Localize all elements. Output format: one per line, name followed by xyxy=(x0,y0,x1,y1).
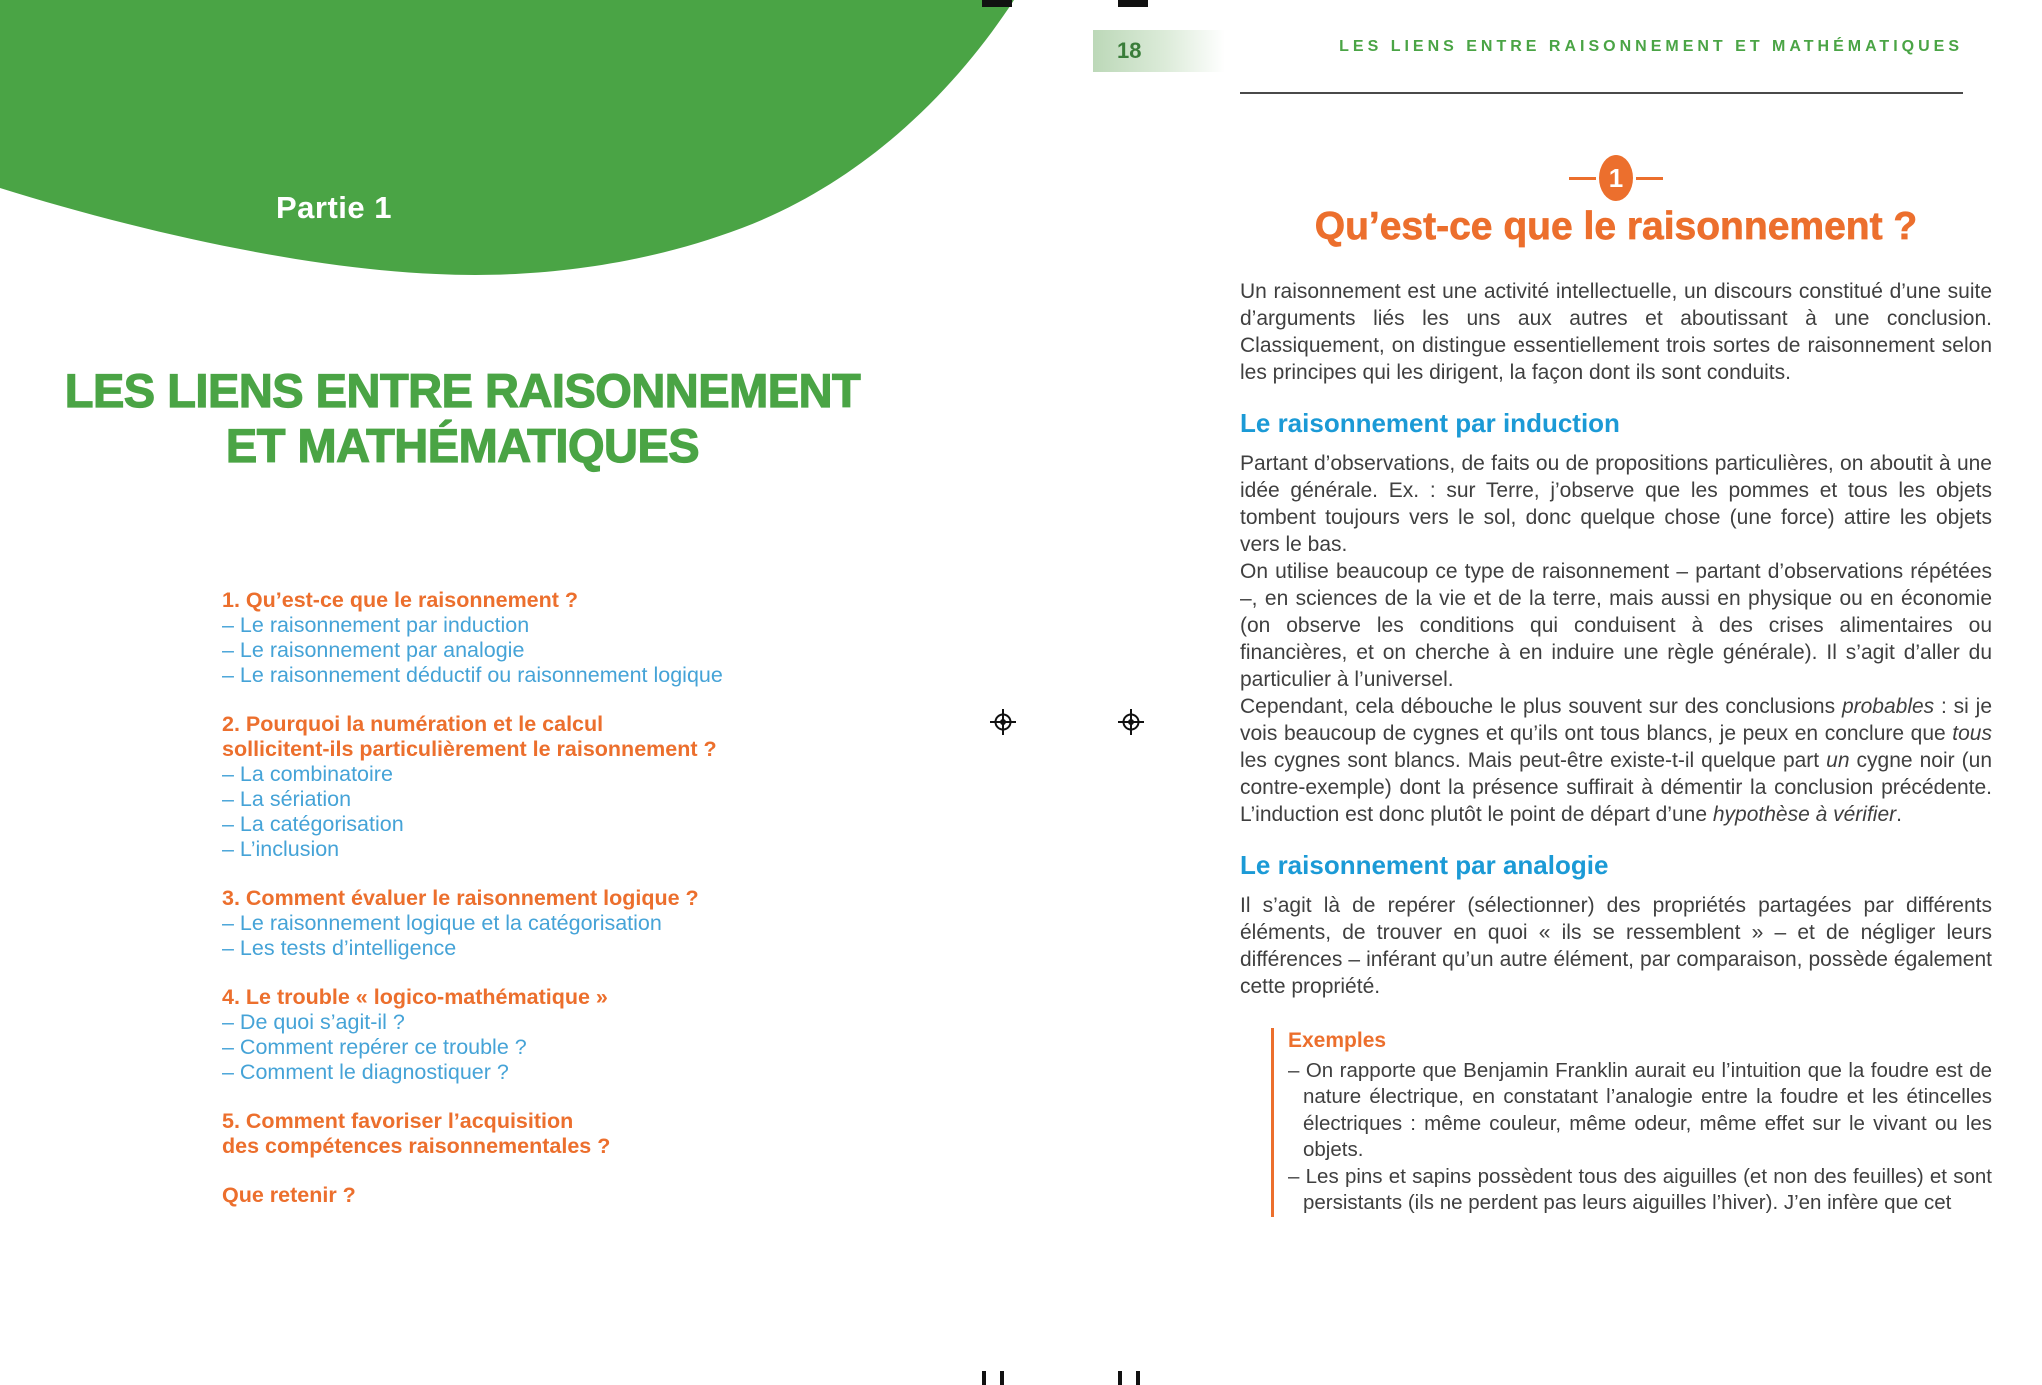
toc-heading: Que retenir ? xyxy=(222,1183,356,1207)
header-rule xyxy=(1240,92,1963,94)
text-run: Un raisonnement est une activité intellectuelle, un discours constitué d’une suite d’arguments liés les uns aux autres et aboutissant à une conclusion. Classiquement, on distingue essentiellement trois sortes de raisonnement selon les principes qui les dirigent, la façon dont ils sont conduits. xyxy=(1240,280,1992,384)
part-title xyxy=(40,363,885,473)
paragraph xyxy=(1240,450,1992,558)
italic-text: un xyxy=(1826,749,1850,772)
toc-heading: 3. Comment évaluer le raisonnement logique ? xyxy=(222,886,699,910)
text-run: : si je vois beaucoup de cygnes et qu’ils ont tous blancs, je peux en conclure que xyxy=(1240,695,1992,745)
toc-item: – L’inclusion xyxy=(222,837,340,861)
paragraph xyxy=(1240,558,1992,693)
toc-section xyxy=(222,985,802,1085)
chapter-title: Qu’est-ce que le raisonnement ? xyxy=(1314,205,1918,248)
paragraph xyxy=(1240,892,1992,1000)
registration-mark-icon xyxy=(1118,709,1144,735)
registration-mark-icon xyxy=(990,709,1016,735)
crop-mark-icon xyxy=(982,1371,986,1385)
body-content xyxy=(1240,278,1992,1217)
toc-item: – Le raisonnement logique et la catégorisation xyxy=(222,911,662,935)
toc-item: – La sériation xyxy=(222,787,352,811)
text-run: Cependant, cela débouche le plus souvent sur des conclusions xyxy=(1240,695,1842,718)
crop-mark-icon xyxy=(1118,0,1148,7)
italic-text: probables xyxy=(1841,695,1935,718)
examples-block xyxy=(1271,1028,1992,1217)
marker-dash-left xyxy=(1569,177,1596,180)
toc-section xyxy=(222,886,802,961)
toc-section xyxy=(222,588,802,688)
marker-dash-right xyxy=(1636,177,1663,180)
crop-mark-icon xyxy=(1000,1371,1004,1385)
examples-title: Exemples xyxy=(1288,1029,1387,1052)
running-header: LES LIENS ENTRE RAISONNEMENT ET MATHÉMATIQUES xyxy=(1339,38,1963,55)
text-run: les cygnes sont blancs. Mais peut-être existe-t-il quelque part xyxy=(1240,749,1827,772)
part-title-line1: LES LIENS ENTRE RAISONNEMENT xyxy=(64,364,861,417)
toc-section xyxy=(222,712,802,862)
section-heading: Le raisonnement par induction xyxy=(1240,408,1620,438)
paragraph xyxy=(1240,278,1992,386)
green-curve-banner xyxy=(0,0,1020,292)
crop-mark-icon xyxy=(982,0,1012,7)
text-run: On utilise beaucoup ce type de raisonnement – partant d’observations répétées –, en sciences de la vie et de la terre, mais aussi en physique ou en économie (on observe les conditions qui conduisent à des crises alimentaires ou financières, et on cherche à en induire une règle générale). Il s’agit d’aller du particulier à l’universel. xyxy=(1240,560,1992,691)
chapter-number-marker xyxy=(1240,155,1992,201)
chapter-number: 1 xyxy=(1608,162,1624,193)
example-item: – On rapporte que Benjamin Franklin aurait eu l’intuition que la foudre est de nature électrique, en constatant l’analogie entre la foudre et les étincelles électriques : même couleur, même odeur, même effet sur le vivant ou les objets. xyxy=(1288,1058,1992,1161)
toc-item: – La catégorisation xyxy=(222,812,404,836)
part-title-line2: ET MATHÉMATIQUES xyxy=(225,419,700,472)
chapter-number-badge xyxy=(1599,155,1633,201)
page-number: 18 xyxy=(1117,38,1142,63)
toc-heading: 5. Comment favoriser l’acquisition des compétences raisonnementales ? xyxy=(222,1109,611,1158)
section-heading: Le raisonnement par analogie xyxy=(1240,850,1609,880)
toc-item: – De quoi s’agit-il ? xyxy=(222,1010,405,1034)
crop-mark-icon xyxy=(1118,1371,1122,1385)
toc-section xyxy=(222,1109,802,1159)
toc-item: – Le raisonnement par induction xyxy=(222,613,530,637)
toc-item: – Les tests d’intelligence xyxy=(222,936,457,960)
text-run: cygne noir (un contre-exemple) dont la présence suffirait à démentir la conclusion précédente. L’induction est donc plutôt le point de départ d’une xyxy=(1240,749,1992,826)
italic-text: hypothèse à vérifier xyxy=(1712,803,1897,826)
paragraph xyxy=(1240,693,1992,828)
text-run: Il s’agit là de repérer (sélectionner) des propriétés partagées par différents éléments, de trouver en quoi « ils se ressemblent » – et de négliger leurs différences – inférant qu’un autre élément, par comparaison, possède également cette propriété. xyxy=(1240,894,1992,998)
toc-heading: 4. Le trouble « logico-mathématique » xyxy=(222,985,608,1009)
toc-heading: 2. Pourquoi la numération et le calcul sollicitent-ils particulièrement le raisonnement ? xyxy=(222,712,717,761)
crop-mark-icon xyxy=(1136,1371,1140,1385)
toc-item: – Comment le diagnostiquer ? xyxy=(222,1060,509,1084)
toc-heading: 1. Qu’est-ce que le raisonnement ? xyxy=(222,588,579,612)
part-label: Partie 1 xyxy=(276,190,393,225)
toc-item: – Le raisonnement déductif ou raisonnement logique xyxy=(222,663,723,687)
toc-item: – Le raisonnement par analogie xyxy=(222,638,525,662)
toc-item: – La combinatoire xyxy=(222,762,393,786)
text-run: Partant d’observations, de faits ou de propositions particulières, on aboutit à une idée générale. Ex. : sur Terre, j’observe que les pommes et tous les objets tombent toujours vers le sol, donc quelque chose (une force) attire les objets vers le bas. xyxy=(1240,452,1992,556)
page-number-box xyxy=(1093,30,1225,72)
table-of-contents xyxy=(222,588,802,1208)
toc-section xyxy=(222,1183,802,1208)
toc-item: – Comment repérer ce trouble ? xyxy=(222,1035,527,1059)
text-run: . xyxy=(1896,803,1902,826)
example-item: – Les pins et sapins possèdent tous des aiguilles (et non des feuilles) et sont persistants (ils ne perdent pas leurs aiguilles l’hiver). J’en infère que cet xyxy=(1288,1164,1992,1214)
italic-text: tous xyxy=(1952,722,1992,745)
